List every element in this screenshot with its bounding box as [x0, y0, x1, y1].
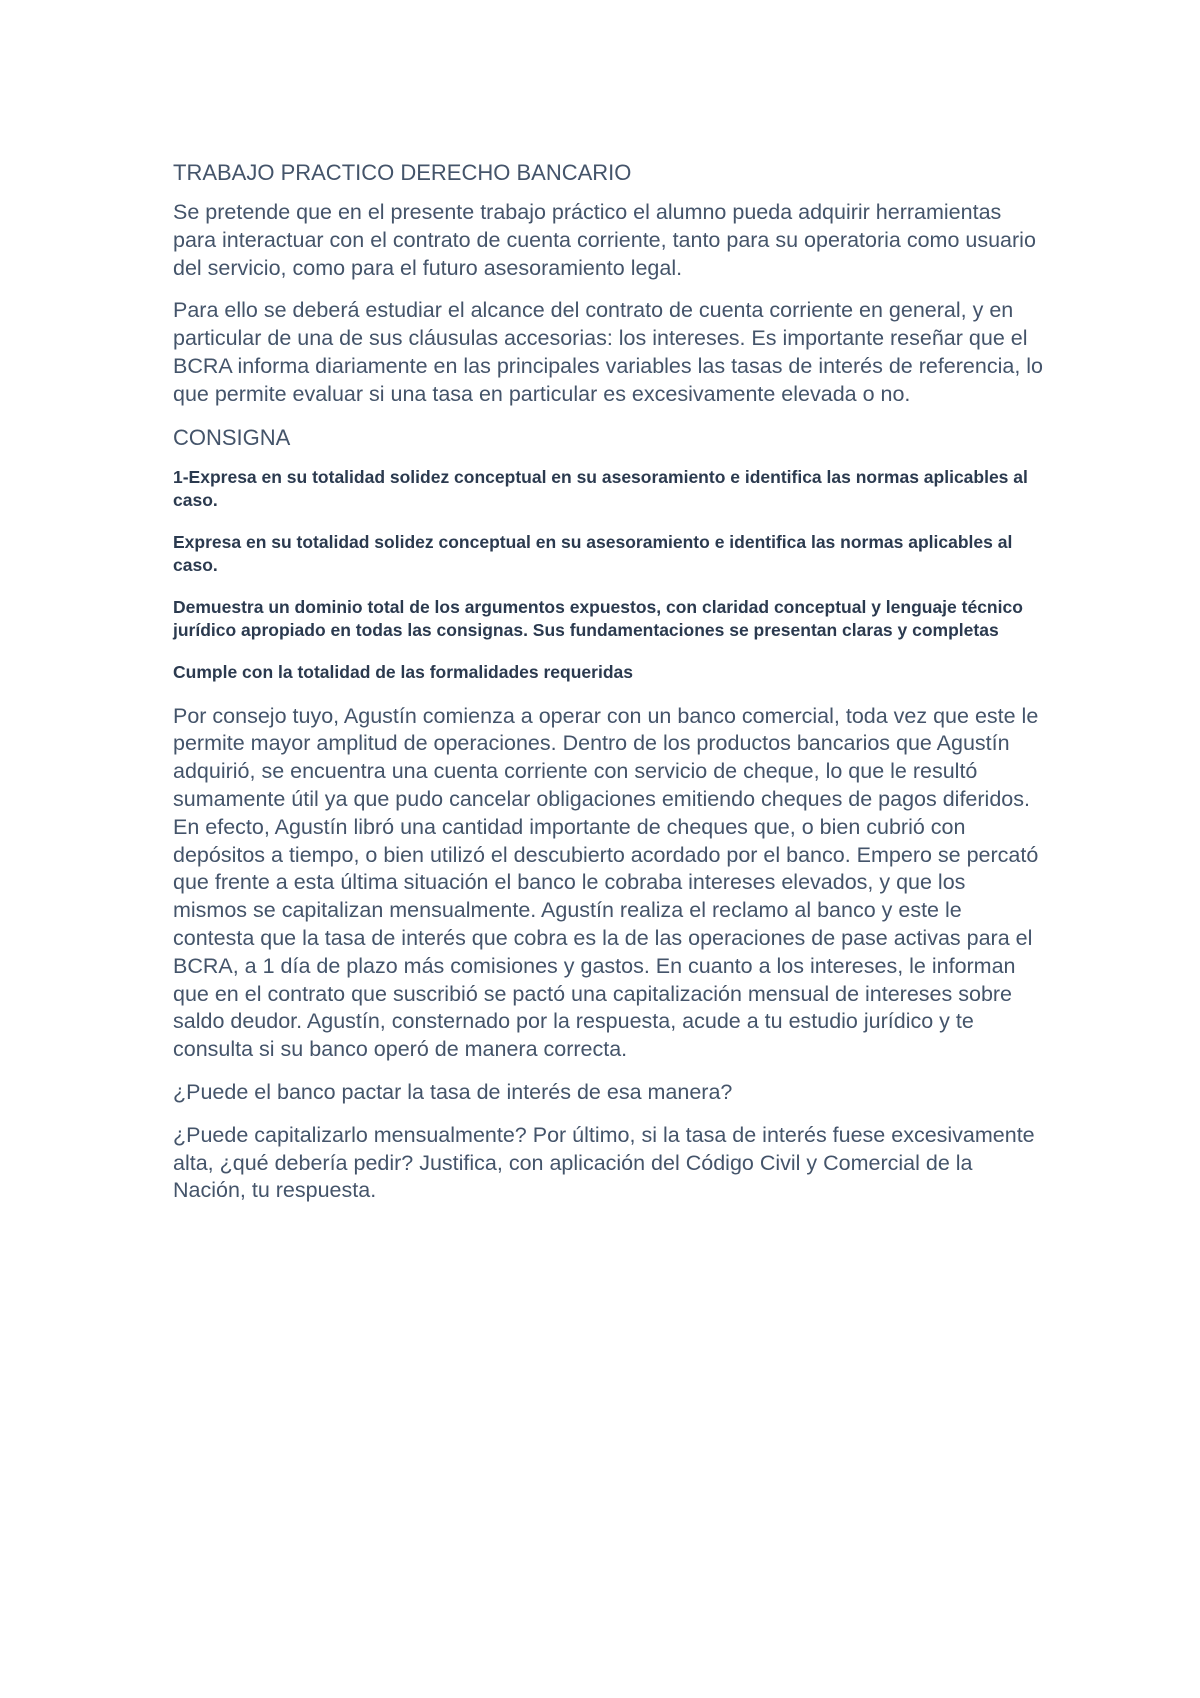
document-body	[173, 159, 1043, 1220]
document-title: TRABAJO PRACTICO DERECHO BANCARIO	[173, 160, 632, 185]
question-1: ¿Puede el banco pactar la tasa de interés de esa manera?	[173, 1079, 733, 1104]
consigna-heading: CONSIGNA	[173, 424, 291, 450]
criterion-1: 1-Expresa en su totalidad solidez conceptual en su asesoramiento e identifica las normas aplicables al caso.	[173, 466, 1028, 510]
criterion-4: Cumple con la totalidad de las formalidades requeridas	[173, 661, 633, 682]
intro-paragraph-1: Se pretende que en el presente trabajo práctico el alumno pueda adquirir herramientas para interactuar con el contrato de cuenta corriente, tanto para su operatoria como usuario del servicio, como para el futuro asesoramiento legal.	[173, 200, 1036, 280]
criterion-3: Demuestra un dominio total de los argumentos expuestos, con claridad conceptual y lenguaje técnico jurídico apropiado en todas las consignas. Sus fundamentaciones se presentan claras y completas	[173, 596, 1023, 640]
case-paragraph: Por consejo tuyo, Agustín comienza a operar con un banco comercial, toda vez que este le permite mayor amplitud de operaciones. Dentro de los productos bancarios que Agustín adquirió, se encuentra una cuenta corriente con servicio de cheque, lo que le resultó sumamente útil ya que pudo cancelar obligaciones emitiendo cheques de pagos diferidos. En efecto, Agustín libró una cantidad importante de cheques que, o bien cubrió con depósitos a tiempo, o bien utilizó el descubierto acordado por el banco. Empero se percató que frente a esta última situación el banco le cobraba intereses elevados, y que los mismos se capitalizan mensualmente. Agustín realiza el reclamo al banco y este le contesta que la tasa de interés que cobra es la de las operaciones de pase activas para el BCRA, a 1 día de plazo más comisiones y gastos. En cuanto a los intereses, le informan que en el contrato que suscribió se pactó una capitalización mensual de intereses sobre saldo deudor. Agustín, consternado por la respuesta, acude a tu estudio jurídico y te consulta si su banco operó de manera correcta.	[173, 703, 1039, 1062]
intro-paragraph-2: Para ello se deberá estudiar el alcance del contrato de cuenta corriente en general, y en particular de una de sus cláusulas accesorias: los intereses. Es importante reseñar que el BCRA informa diariamente en las principales variables las tasas de interés de referencia, lo que permite evaluar si una tasa en particular es excesivamente elevada o no.	[173, 298, 1043, 406]
criterion-2: Expresa en su totalidad solidez conceptual en su asesoramiento e identifica las normas aplicables al caso.	[173, 531, 1013, 575]
question-2: ¿Puede capitalizarlo mensualmente? Por último, si la tasa de interés fuese excesivamente alta, ¿qué debería pedir? Justifica, con aplicación del Código Civil y Comercial de la Nación, tu respuesta.	[173, 1122, 1035, 1203]
